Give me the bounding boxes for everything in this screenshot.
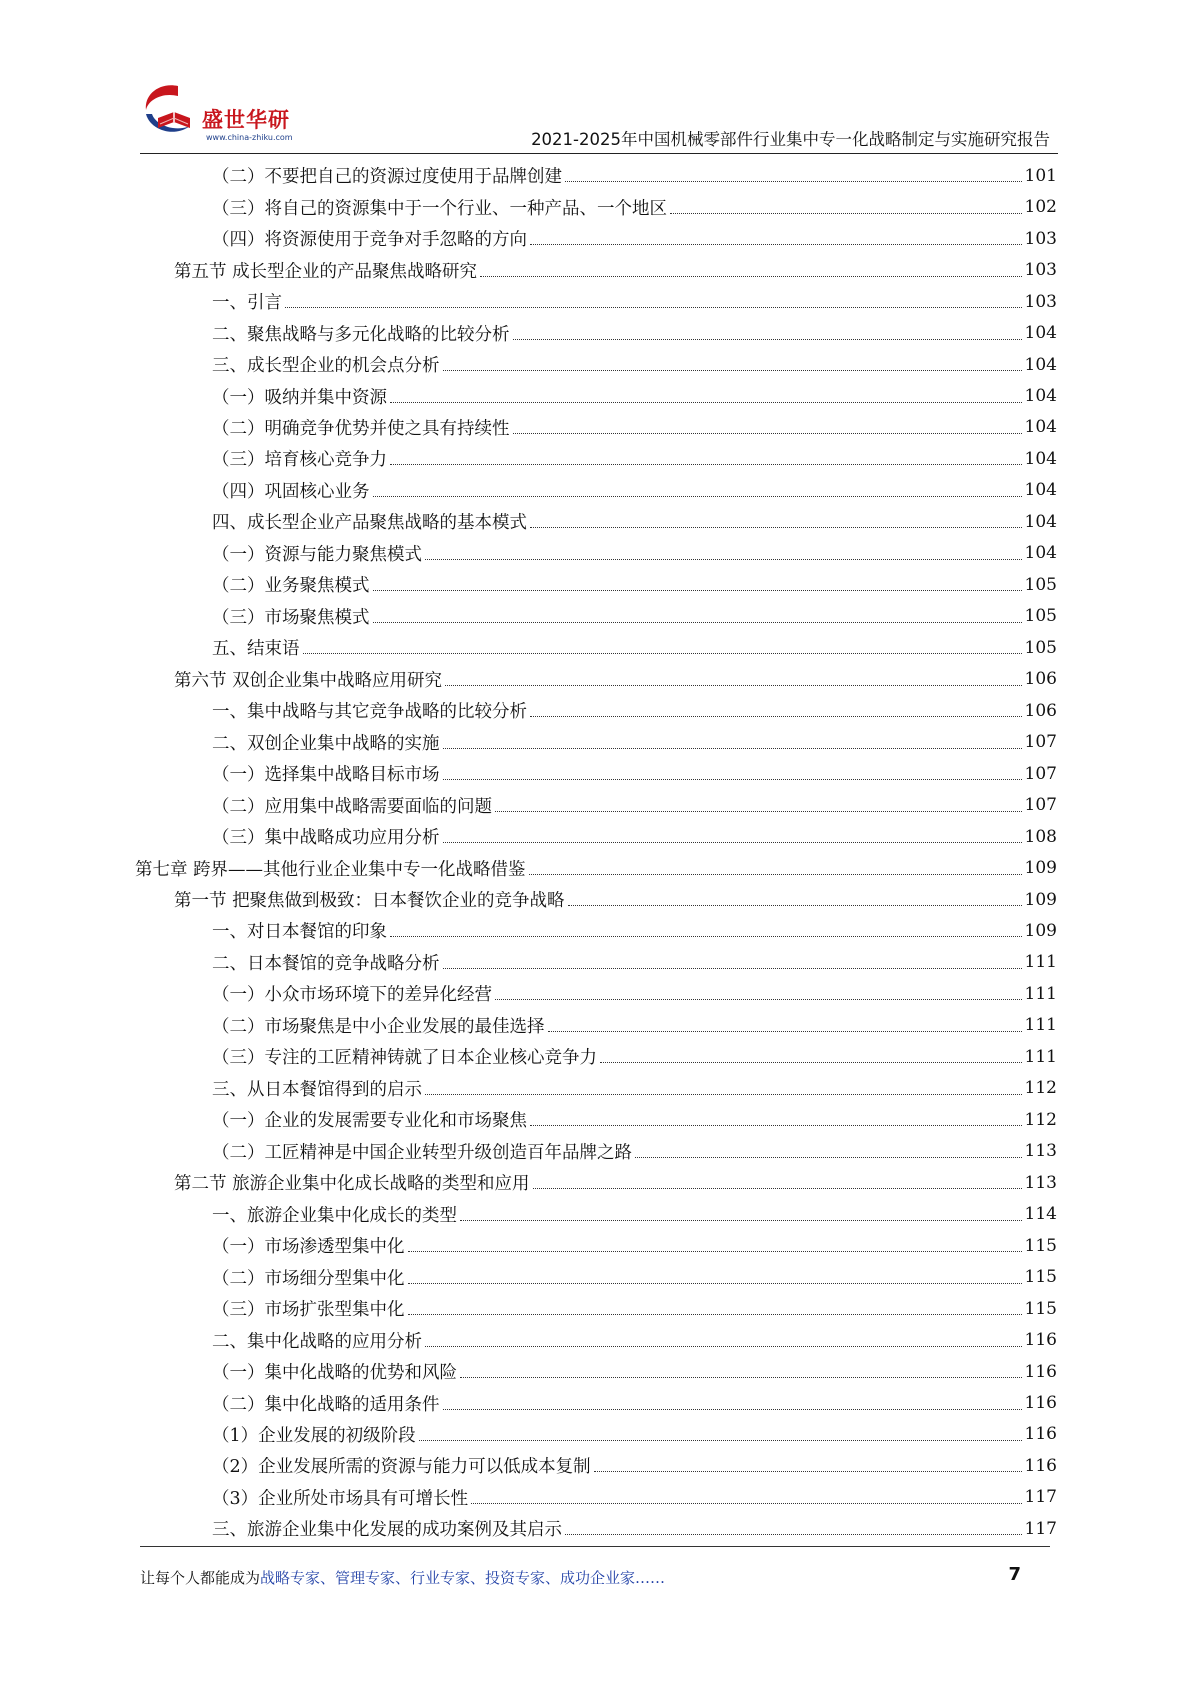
toc-leader-dots bbox=[408, 1314, 1022, 1315]
toc-entry[interactable] bbox=[0, 1230, 1191, 1261]
toc-entry-page: 107 bbox=[1024, 795, 1057, 816]
toc-entry-page: 115 bbox=[1024, 1267, 1057, 1288]
toc-entry-page: 103 bbox=[1024, 260, 1057, 281]
toc-entry-label: 二、集中化战略的应用分析 bbox=[212, 1331, 422, 1352]
toc-entry[interactable] bbox=[0, 1356, 1191, 1387]
toc-leader-dots bbox=[565, 181, 1022, 182]
toc-leader-dots bbox=[530, 527, 1022, 528]
toc-leader-dots bbox=[533, 1188, 1022, 1189]
toc-leader-dots bbox=[530, 716, 1022, 717]
toc-entry[interactable] bbox=[0, 1293, 1191, 1324]
header-divider bbox=[140, 153, 1058, 154]
toc-entry[interactable] bbox=[0, 978, 1191, 1009]
toc-entry[interactable] bbox=[0, 380, 1191, 411]
toc-entry-page: 112 bbox=[1024, 1109, 1057, 1130]
toc-entry[interactable] bbox=[0, 947, 1191, 978]
toc-entry-label: （一）市场渗透型集中化 bbox=[212, 1237, 405, 1258]
logo-name: 盛世华研 bbox=[202, 108, 290, 132]
toc-leader-dots bbox=[565, 1534, 1022, 1535]
toc-entry-label: 四、成长型企业产品聚焦战略的基本模式 bbox=[212, 513, 527, 534]
toc-entry-label: 一、集中战略与其它竞争战略的比较分析 bbox=[212, 702, 527, 723]
toc-entry[interactable] bbox=[0, 160, 1191, 191]
toc-leader-dots bbox=[568, 905, 1022, 906]
toc-entry[interactable] bbox=[0, 1041, 1191, 1072]
toc-leader-dots bbox=[594, 1471, 1022, 1472]
toc-entry-label: （一）选择集中战略目标市场 bbox=[212, 765, 440, 786]
toc-entry-page: 106 bbox=[1024, 669, 1057, 690]
toc-entry-label: 第六节 双创企业集中战略应用研究 bbox=[174, 670, 443, 691]
toc-leader-dots bbox=[425, 1094, 1022, 1095]
toc-entry[interactable] bbox=[0, 695, 1191, 726]
toc-entry-label: （一）集中化战略的优势和风险 bbox=[212, 1363, 457, 1384]
toc-entry-label: （四）巩固核心业务 bbox=[212, 481, 370, 502]
toc-entry-page: 104 bbox=[1024, 448, 1057, 469]
toc-entry-page: 104 bbox=[1024, 417, 1057, 438]
toc-leader-dots bbox=[443, 748, 1022, 749]
footer-slogan-highlight: 战略专家、管理专家、行业专家、投资专家、成功企业家…… bbox=[260, 1569, 666, 1587]
toc-entry[interactable] bbox=[0, 1104, 1191, 1135]
toc-entry-label: 五、结束语 bbox=[212, 639, 300, 660]
toc-entry-label: （二）应用集中战略需要面临的问题 bbox=[212, 796, 492, 817]
toc-entry-label: 第五节 成长型企业的产品聚焦战略研究 bbox=[174, 261, 478, 282]
toc-entry-label: 一、引言 bbox=[212, 293, 282, 314]
toc-entry-page: 104 bbox=[1024, 386, 1057, 407]
toc-leader-dots bbox=[408, 1251, 1022, 1252]
toc-entry-page: 104 bbox=[1024, 511, 1057, 532]
toc-entry[interactable] bbox=[0, 1482, 1191, 1513]
toc-entry-label: 第七章 跨界——其他行业企业集中专一化战略借鉴 bbox=[135, 859, 526, 880]
toc-entry[interactable] bbox=[0, 286, 1191, 317]
toc-leader-dots bbox=[285, 307, 1022, 308]
toc-entry-page: 112 bbox=[1024, 1078, 1057, 1099]
toc-leader-dots bbox=[443, 842, 1022, 843]
toc-entry-label: 三、成长型企业的机会点分析 bbox=[212, 356, 440, 377]
footer-slogan-plain: 让每个人都能成为 bbox=[140, 1569, 261, 1587]
toc-leader-dots bbox=[443, 370, 1022, 371]
toc-entry-page: 111 bbox=[1024, 1015, 1057, 1036]
toc-entry-page: 115 bbox=[1024, 1235, 1057, 1256]
toc-entry[interactable] bbox=[0, 1010, 1191, 1041]
toc-leader-dots bbox=[530, 244, 1022, 245]
toc-entry-label: 二、双创企业集中战略的实施 bbox=[212, 733, 440, 754]
toc-entry-page: 109 bbox=[1024, 889, 1057, 910]
toc-entry-page: 108 bbox=[1024, 826, 1057, 847]
toc-leader-dots bbox=[419, 1440, 1022, 1441]
toc-entry-label: （二）市场细分型集中化 bbox=[212, 1268, 405, 1289]
toc-entry-page: 111 bbox=[1024, 1046, 1057, 1067]
toc-entry-label: 二、聚焦战略与多元化战略的比较分析 bbox=[212, 324, 510, 345]
toc-entry-label: （一）吸纳并集中资源 bbox=[212, 387, 387, 408]
toc-entry[interactable] bbox=[0, 254, 1191, 285]
toc-entry-label: （一）资源与能力聚焦模式 bbox=[212, 544, 422, 565]
toc-leader-dots bbox=[390, 464, 1022, 465]
toc-leader-dots bbox=[425, 559, 1022, 560]
toc-entry-label: （三）专注的工匠精神铸就了日本企业核心竞争力 bbox=[212, 1048, 597, 1069]
toc-entry[interactable] bbox=[0, 506, 1191, 537]
toc-entry-page: 109 bbox=[1024, 858, 1057, 879]
logo-mark-icon bbox=[140, 80, 210, 142]
toc-entry[interactable] bbox=[0, 632, 1191, 663]
toc-entry[interactable] bbox=[0, 475, 1191, 506]
toc-leader-dots bbox=[443, 1409, 1022, 1410]
toc-entry[interactable] bbox=[0, 1513, 1191, 1544]
toc-entry[interactable] bbox=[0, 1450, 1191, 1481]
toc-leader-dots bbox=[373, 496, 1022, 497]
toc-entry[interactable] bbox=[0, 852, 1191, 883]
toc-leader-dots bbox=[471, 1503, 1021, 1504]
toc-entry-label: （二）业务聚焦模式 bbox=[212, 576, 370, 597]
toc-entry-label: 三、旅游企业集中化发展的成功案例及其启示 bbox=[212, 1520, 562, 1541]
toc-entry[interactable] bbox=[0, 1261, 1191, 1292]
toc-entry-page: 106 bbox=[1024, 700, 1057, 721]
toc-entry-page: 107 bbox=[1024, 763, 1057, 784]
table-of-contents bbox=[0, 160, 1191, 1545]
toc-entry-page: 104 bbox=[1024, 543, 1057, 564]
toc-entry-label: （一）小众市场环境下的差异化经营 bbox=[212, 985, 492, 1006]
toc-entry-label: （二）不要把自己的资源过度使用于品牌创建 bbox=[212, 167, 562, 188]
toc-leader-dots bbox=[443, 779, 1022, 780]
toc-entry[interactable] bbox=[0, 223, 1191, 254]
toc-entry-label: （二）市场聚焦是中小企业发展的最佳选择 bbox=[212, 1016, 545, 1037]
logo-url: www.china-zhiku.com bbox=[206, 133, 293, 142]
toc-leader-dots bbox=[303, 653, 1022, 654]
toc-entry-label: （1）企业发展的初级阶段 bbox=[212, 1425, 416, 1446]
toc-entry[interactable] bbox=[0, 884, 1191, 915]
toc-entry-label: 第一节 把聚焦做到极致：日本餐饮企业的竞争战略 bbox=[174, 891, 565, 912]
toc-leader-dots bbox=[460, 1377, 1022, 1378]
company-logo bbox=[140, 80, 320, 150]
toc-entry-page: 115 bbox=[1024, 1298, 1057, 1319]
toc-entry-label: （三）市场聚焦模式 bbox=[212, 607, 370, 628]
toc-entry-label: （3）企业所处市场具有可增长性 bbox=[212, 1488, 469, 1509]
toc-entry[interactable] bbox=[0, 1136, 1191, 1167]
toc-entry-label: （二）工匠精神是中国企业转型升级创造百年品牌之路 bbox=[212, 1142, 632, 1163]
toc-entry-label: （二）集中化战略的适用条件 bbox=[212, 1394, 440, 1415]
toc-entry[interactable] bbox=[0, 538, 1191, 569]
toc-entry-page: 111 bbox=[1024, 952, 1057, 973]
toc-entry-page: 105 bbox=[1024, 606, 1057, 627]
toc-entry-page: 101 bbox=[1024, 165, 1057, 186]
toc-entry-label: （三）市场扩张型集中化 bbox=[212, 1300, 405, 1321]
toc-leader-dots bbox=[373, 622, 1022, 623]
toc-entry[interactable] bbox=[0, 1419, 1191, 1450]
toc-entry[interactable] bbox=[0, 726, 1191, 757]
toc-entry-page: 111 bbox=[1024, 983, 1057, 1004]
toc-entry-page: 104 bbox=[1024, 354, 1057, 375]
toc-entry[interactable] bbox=[0, 191, 1191, 222]
toc-leader-dots bbox=[425, 1346, 1022, 1347]
toc-entry-label: 一、旅游企业集中化成长的类型 bbox=[212, 1205, 457, 1226]
toc-entry-page: 116 bbox=[1024, 1330, 1057, 1351]
toc-leader-dots bbox=[408, 1283, 1022, 1284]
toc-leader-dots bbox=[600, 1062, 1022, 1063]
toc-entry[interactable] bbox=[0, 1387, 1191, 1418]
toc-leader-dots bbox=[513, 433, 1022, 434]
toc-entry[interactable] bbox=[0, 349, 1191, 380]
toc-entry-page: 117 bbox=[1024, 1487, 1057, 1508]
toc-entry[interactable] bbox=[0, 1167, 1191, 1198]
toc-entry[interactable] bbox=[0, 412, 1191, 443]
toc-leader-dots bbox=[373, 590, 1022, 591]
toc-entry-page: 114 bbox=[1024, 1204, 1057, 1225]
toc-leader-dots bbox=[495, 811, 1022, 812]
toc-entry[interactable] bbox=[0, 915, 1191, 946]
toc-entry-page: 116 bbox=[1024, 1393, 1057, 1414]
toc-leader-dots bbox=[390, 936, 1022, 937]
toc-entry[interactable] bbox=[0, 601, 1191, 632]
toc-entry-label: （一）企业的发展需要专业化和市场聚焦 bbox=[212, 1111, 527, 1132]
toc-entry-label: （2）企业发展所需的资源与能力可以低成本复制 bbox=[212, 1457, 591, 1478]
toc-entry-page: 109 bbox=[1024, 920, 1057, 941]
toc-entry-page: 105 bbox=[1024, 574, 1057, 595]
toc-entry-label: （三）培育核心竞争力 bbox=[212, 450, 387, 471]
toc-entry-page: 113 bbox=[1024, 1172, 1057, 1193]
toc-leader-dots bbox=[635, 1157, 1022, 1158]
toc-entry-page: 116 bbox=[1024, 1424, 1057, 1445]
toc-leader-dots bbox=[548, 1031, 1022, 1032]
toc-leader-dots bbox=[513, 339, 1022, 340]
toc-entry[interactable] bbox=[0, 664, 1191, 695]
toc-entry[interactable] bbox=[0, 1073, 1191, 1104]
toc-entry-page: 117 bbox=[1024, 1518, 1057, 1539]
toc-entry-page: 104 bbox=[1024, 480, 1057, 501]
toc-entry-label: （三）集中战略成功应用分析 bbox=[212, 828, 440, 849]
toc-entry[interactable] bbox=[0, 789, 1191, 820]
toc-leader-dots bbox=[480, 276, 1021, 277]
toc-leader-dots bbox=[670, 213, 1022, 214]
toc-leader-dots bbox=[495, 999, 1022, 1000]
toc-entry-label: （二）明确竞争优势并使之具有持续性 bbox=[212, 418, 510, 439]
footer-divider bbox=[140, 1546, 1050, 1547]
toc-entry-label: 三、从日本餐馆得到的启示 bbox=[212, 1079, 422, 1100]
toc-entry-page: 116 bbox=[1024, 1455, 1057, 1476]
toc-entry-label: 二、日本餐馆的竞争战略分析 bbox=[212, 953, 440, 974]
toc-entry-page: 116 bbox=[1024, 1361, 1057, 1382]
toc-entry-page: 107 bbox=[1024, 732, 1057, 753]
report-title: 2021-2025年中国机械零部件行业集中专一化战略制定与实施研究报告 bbox=[531, 130, 1050, 149]
toc-leader-dots bbox=[445, 685, 1021, 686]
toc-entry-page: 103 bbox=[1024, 291, 1057, 312]
toc-entry-page: 105 bbox=[1024, 637, 1057, 658]
footer-slogan bbox=[140, 1567, 665, 1588]
toc-entry-page: 102 bbox=[1024, 197, 1057, 218]
toc-entry-page: 113 bbox=[1024, 1141, 1057, 1162]
toc-entry[interactable] bbox=[0, 317, 1191, 348]
page-number: 7 bbox=[1008, 1564, 1021, 1585]
toc-entry-label: （四）将资源使用于竞争对手忽略的方向 bbox=[212, 230, 527, 251]
toc-entry[interactable] bbox=[0, 569, 1191, 600]
toc-entry[interactable] bbox=[0, 1324, 1191, 1355]
toc-entry[interactable] bbox=[0, 1198, 1191, 1229]
toc-entry[interactable] bbox=[0, 821, 1191, 852]
toc-leader-dots bbox=[460, 1220, 1022, 1221]
toc-entry-label: 一、对日本餐馆的印象 bbox=[212, 922, 387, 943]
toc-leader-dots bbox=[390, 402, 1022, 403]
toc-entry-page: 103 bbox=[1024, 228, 1057, 249]
toc-entry-page: 104 bbox=[1024, 323, 1057, 344]
toc-entry[interactable] bbox=[0, 758, 1191, 789]
toc-entry-label: 第二节 旅游企业集中化成长战略的类型和应用 bbox=[174, 1174, 530, 1195]
toc-leader-dots bbox=[530, 1125, 1022, 1126]
toc-leader-dots bbox=[529, 874, 1022, 875]
toc-leader-dots bbox=[443, 968, 1022, 969]
toc-entry-label: （三）将自己的资源集中于一个行业、一种产品、一个地区 bbox=[212, 198, 667, 219]
toc-entry[interactable] bbox=[0, 443, 1191, 474]
